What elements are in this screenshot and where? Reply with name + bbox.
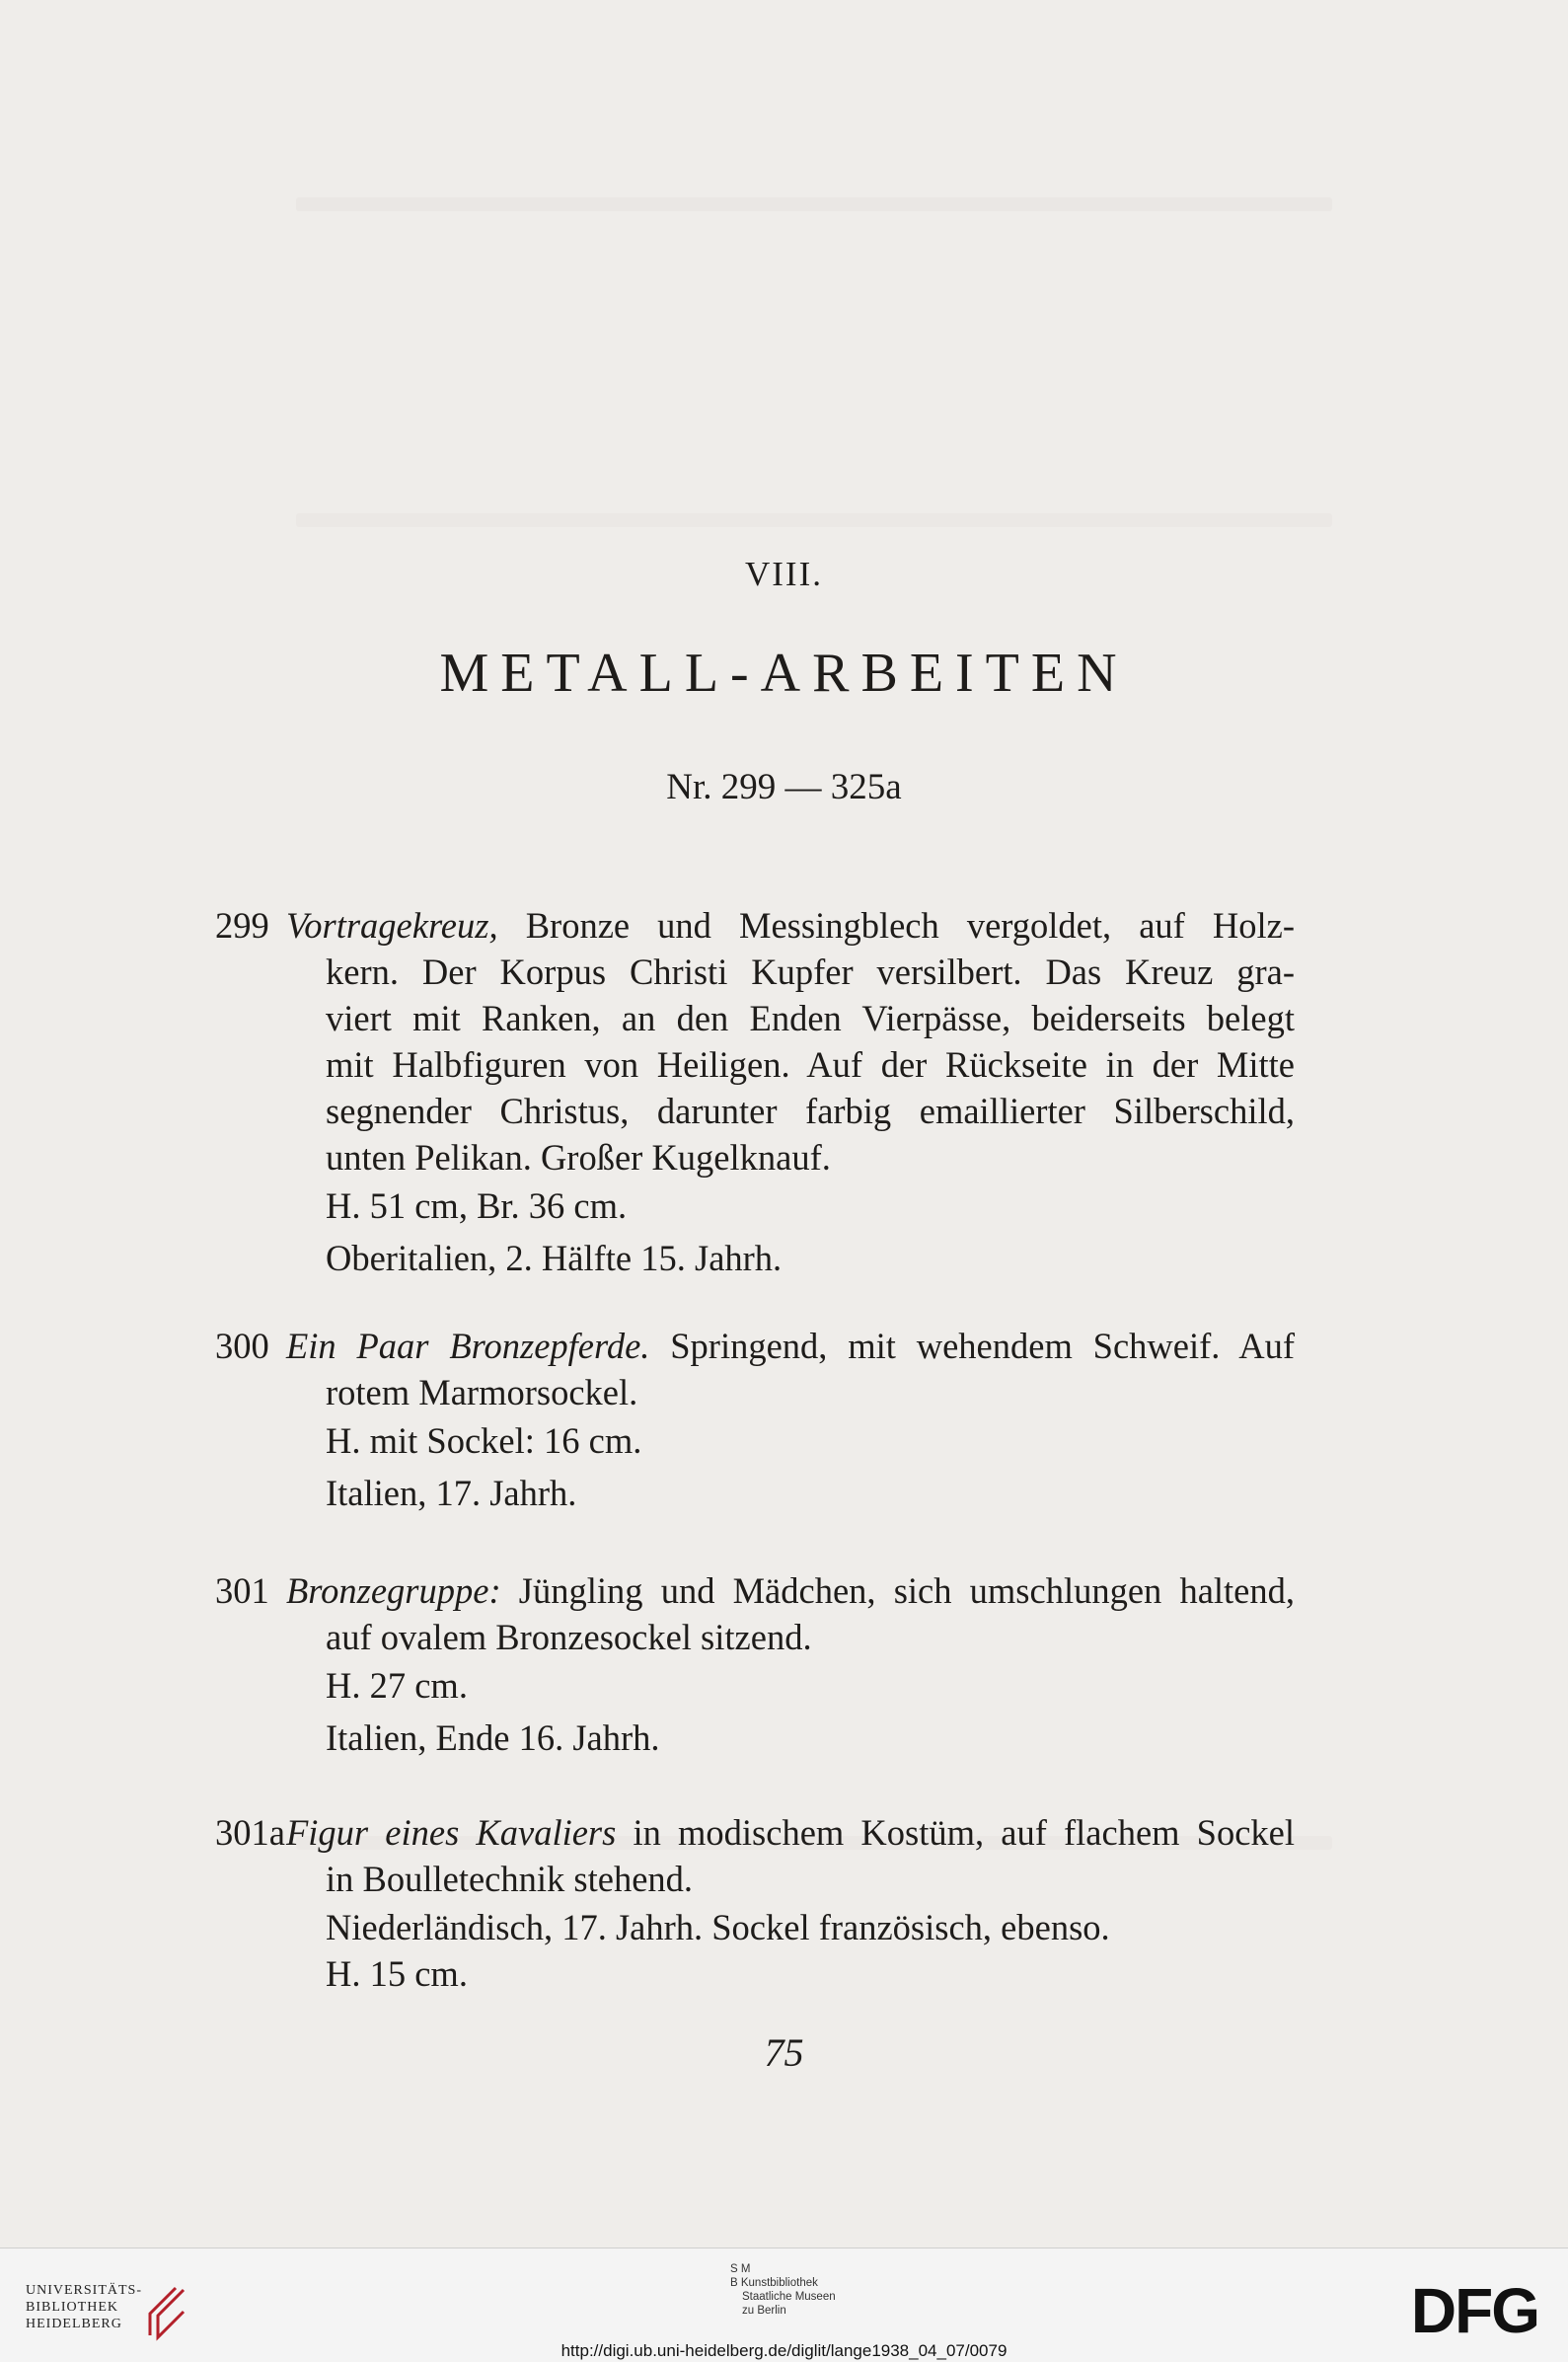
- entry-dimensions: H. 51 cm, Br. 36 cm.: [326, 1185, 628, 1226]
- university-library-mark-icon: [144, 2286, 189, 2343]
- entry-text: unten Pelikan. Großer Kugelknauf.: [326, 1137, 831, 1178]
- entry-dimensions: H. 27 cm.: [326, 1665, 468, 1706]
- catalog-entry-301: [215, 1567, 1295, 1761]
- entry-origin: Italien, 17. Jahrh.: [326, 1473, 577, 1513]
- holding-institution: [730, 2262, 836, 2318]
- entry-origin: Niederländisch, 17. Jahrh. Sockel französisch, ebenso.: [326, 1907, 1110, 1947]
- chapter-number: VIII.: [745, 555, 823, 593]
- entry-text: segnender Christus, darunter farbig emaillierter Silberschild,: [326, 1091, 1295, 1131]
- entry-text: in modischem Kostüm, auf flachem Sockel: [633, 1812, 1296, 1853]
- entry-text: mit Halbfiguren von Heiligen. Auf der Rückseite in der Mitte: [326, 1044, 1295, 1085]
- logo-text-line: HEIDELBERG: [26, 2317, 122, 2331]
- chapter-title: METALL-ARBEITEN: [439, 643, 1129, 704]
- bleed-through-mark: [296, 513, 1332, 527]
- entry-first-line: [286, 1809, 1295, 1856]
- bleed-through-mark: [296, 197, 1332, 211]
- holder-line: B Kunstbibliothek: [730, 2277, 818, 2289]
- entry-text: Springend, mit wehendem Schweif. Auf: [670, 1326, 1295, 1366]
- catalog-entry-299: [215, 902, 1295, 1281]
- entry-title: Bronzegruppe:: [286, 1570, 501, 1611]
- catalog-range: Nr. 299 — 325a: [666, 767, 902, 807]
- entry-number: 301a: [215, 1812, 285, 1853]
- entry-text: auf ovalem Bronzesockel sitzend.: [326, 1617, 812, 1657]
- entry-dimensions: H. 15 cm.: [326, 1953, 468, 1994]
- entry-number: 301: [215, 1570, 269, 1611]
- logo-text-line: UNIVERSITÄTS-: [26, 2283, 142, 2298]
- entry-text: Jüngling und Mädchen, sich umschlungen haltend,: [518, 1570, 1295, 1611]
- entry-first-line: [286, 1323, 1295, 1369]
- entry-first-line: [286, 1567, 1295, 1614]
- entry-first-line: [286, 902, 1295, 949]
- entry-title: Vortragekreuz,: [286, 905, 498, 946]
- entry-text: Bronze und Messingblech vergoldet, auf Holz-: [525, 905, 1296, 946]
- entry-origin: Italien, Ende 16. Jahrh.: [326, 1717, 660, 1758]
- entry-text: in Boulletechnik stehend.: [326, 1859, 694, 1899]
- catalog-entry-300: [215, 1323, 1295, 1516]
- holder-line: Staatliche Museen: [742, 2291, 836, 2303]
- permalink-url[interactable]: http://digi.ub.uni-heidelberg.de/diglit/lange1938_04_07/0079: [560, 2341, 1008, 2360]
- university-library-logo[interactable]: [26, 2282, 142, 2332]
- entry-text: rotem Marmorsockel.: [326, 1372, 638, 1412]
- entry-text: viert mit Ranken, an den Enden Vierpässe, beiderseits belegt: [326, 998, 1295, 1038]
- catalog-entry-301a: [215, 1809, 1295, 1997]
- entry-dimensions: H. mit Sockel: 16 cm.: [326, 1420, 642, 1461]
- digitization-footer: [0, 2248, 1568, 2362]
- dfg-logo[interactable]: DFG: [1410, 2275, 1538, 2346]
- entry-title: Figur eines Kavaliers: [286, 1812, 617, 1853]
- entry-title: Ein Paar Bronzepferde.: [286, 1326, 650, 1366]
- entry-text: kern. Der Korpus Christi Kupfer versilbert. Das Kreuz gra-: [326, 952, 1295, 992]
- holder-line: S M: [730, 2263, 751, 2275]
- entry-number: 300: [215, 1326, 269, 1366]
- holder-line: zu Berlin: [742, 2305, 786, 2317]
- page-number: 75: [764, 2030, 804, 2075]
- logo-text-line: BIBLIOTHEK: [26, 2300, 118, 2315]
- entry-number: 299: [215, 905, 269, 946]
- entry-origin: Oberitalien, 2. Hälfte 15. Jahrh.: [326, 1238, 783, 1278]
